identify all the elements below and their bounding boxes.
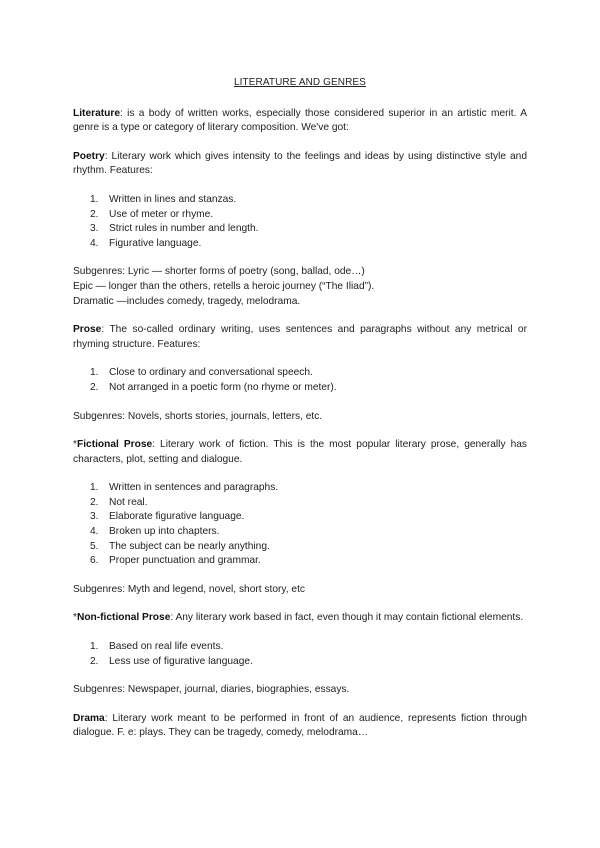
literature-text: : is a body of written works, especially those considered superior in an artistic merit. A genre is a type or category of literary composition. We've got: — [73, 107, 527, 134]
list-item: 1. Written in lines and stanzas. — [90, 193, 237, 205]
list-item: 6. Proper punctuation and grammar. — [90, 555, 261, 567]
drama-text: : Literary work meant to be performed in front of an audience, represents fiction through dialogue. F. e: plays. They can be tragedy, comedy, melodrama… — [73, 712, 527, 739]
nonfictional-prose-text: : Any literary work based in fact, even though it may contain fictional elements. — [170, 612, 524, 624]
fictional-prose-term: Fictional Prose — [76, 439, 153, 451]
list-item: 1. Close to ordinary and conversational speech. — [90, 367, 313, 379]
prose-term: Prose — [73, 324, 102, 336]
nonfictional-prose-term: Non-fictional Prose — [76, 612, 171, 624]
prose-features-list — [73, 366, 527, 395]
literature-paragraph — [73, 107, 527, 136]
literature-term: Literature — [73, 107, 120, 119]
list-item: 1. Based on real life events. — [90, 641, 224, 653]
fictional-subgenres: Subgenres: Myth and legend, novel, short story, etc — [73, 583, 305, 595]
nonfictional-subgenres: Subgenres: Newspaper, journal, diaries, biographies, essays. — [73, 684, 350, 696]
prose-paragraph — [73, 323, 527, 352]
poetry-paragraph — [73, 150, 527, 179]
fictional-features-list — [73, 481, 527, 569]
drama-paragraph — [73, 712, 527, 741]
prose-text: : The so-called ordinary writing, uses sentences and paragraphs without any metrical or rhyming structure. Features: — [73, 324, 527, 350]
fictional-prose-text: : Literary work of fiction. This is the most popular literary prose, generally has characters, plot, setting and dialogue. — [73, 439, 527, 465]
fictional-prose-paragraph: *Fictional Prose: Literary work of fiction. This is the most popular literary prose, generally has characters, plot, setting and dialogue. — [73, 439, 527, 465]
subgenre-line: Dramatic —includes comedy, tragedy, melodrama. — [73, 295, 301, 307]
poetry-text: : Literary work which gives intensity to the feelings and ideas by using distinctive style and rhythm. Features: — [73, 150, 527, 177]
subgenre-line: Epic — longer than the others, retells a heroic journey (“The Iliad”). — [73, 280, 375, 292]
poetry-term: Poetry — [73, 150, 105, 162]
list-item: 3. Elaborate figurative language. — [90, 511, 245, 523]
list-item: 3. Strict rules in number and length. — [90, 223, 259, 235]
poetry-subgenres — [73, 265, 527, 309]
list-item: 4. Broken up into chapters. — [90, 526, 220, 538]
list-item: 2. Not real. — [90, 496, 148, 508]
list-item: 1. Written in sentences and paragraphs. — [90, 482, 279, 494]
subgenre-line: Subgenres: Lyric — shorter forms of poetry (song, ballad, ode…) — [73, 266, 365, 278]
drama-term: Drama — [73, 712, 105, 724]
nonfictional-prose-paragraph: *Non-fictional Prose: Any literary work based in fact, even though it may contain fictional elements. — [73, 612, 524, 624]
prose-subgenres: Subgenres: Novels, shorts stories, journals, letters, etc. — [73, 410, 323, 422]
list-item: 4. Figurative language. — [90, 237, 202, 249]
list-item: 2. Use of meter or rhyme. — [90, 208, 214, 220]
poetry-features-list — [73, 193, 527, 251]
document-page — [73, 76, 527, 755]
list-item: 5. The subject can be nearly anything. — [90, 540, 270, 552]
nonfictional-features-list — [73, 640, 527, 669]
list-item: 2. Less use of figurative language. — [90, 655, 253, 667]
list-item: 2. Not arranged in a poetic form (no rhyme or meter). — [90, 381, 337, 393]
page-title: LITERATURE AND GENRES — [234, 77, 366, 88]
